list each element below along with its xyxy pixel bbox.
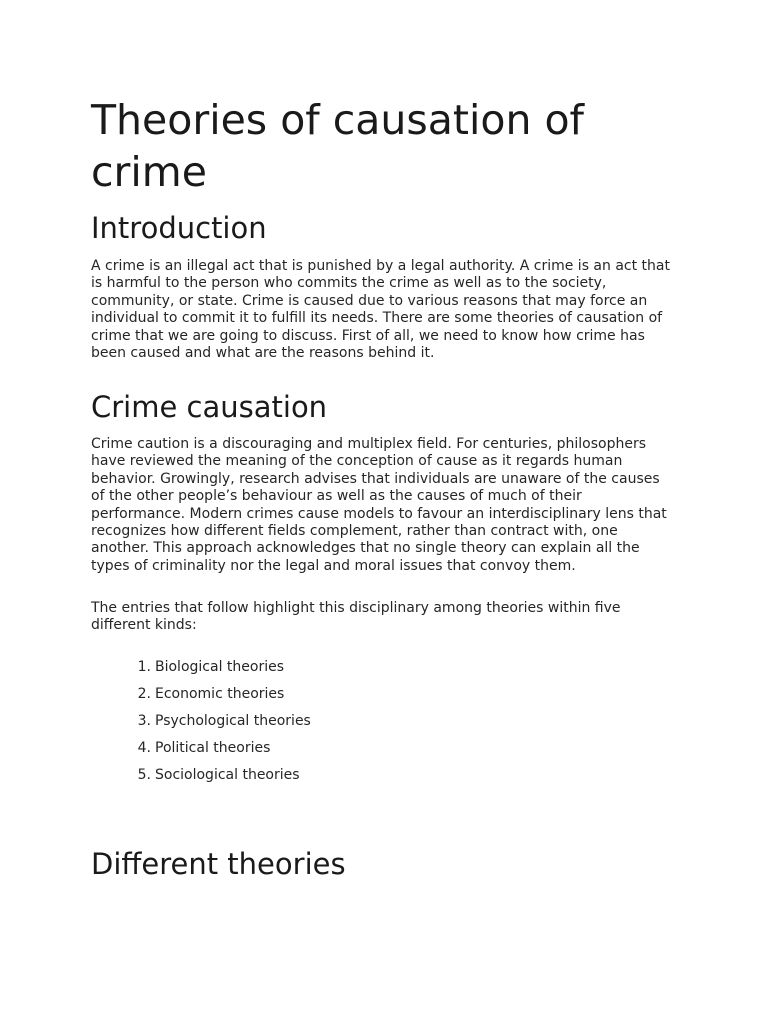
paragraph-entries-intro: The entries that follow highlight this disciplinary among theories within five different kinds: — [91, 600, 621, 634]
list-item-number: 4. — [137, 740, 151, 756]
list-item-number: 5. — [137, 767, 151, 783]
heading-different-theories: Different theories — [91, 847, 346, 881]
list-item-number: 1. — [137, 659, 151, 675]
paragraph-crime-causation: Crime caution is a discouraging and multiplex field. For centuries, philosophers have reviewed the meaning of the conception of cause as it regards human behavior. Growingly, research advises that individuals are unaware of the causes of the other people’s behaviour as well as the causes of much of their performance. Modern crimes cause models to favour an interdisciplinary lens that recognizes how different fields complement, rather than contract with, one another. This approach acknowledges that no single theory can explain all the types of criminality nor the legal and moral issues that convoy them. — [91, 436, 667, 574]
paragraph-introduction: A crime is an illegal act that is punished by a legal authority. A crime is an act that is harmful to the person who commits the crime as well as to the society, community, or state. Crime is caused due to various reasons that may force an individual to commit it to fulfill its needs. There are some theories of causation of crime that we are going to discuss. First of all, we need to know how crime has been caused and what are the reasons behind it. — [91, 258, 670, 362]
list-item-text: Economic theories — [155, 686, 285, 702]
list-item-text: Psychological theories — [155, 713, 311, 729]
list-item-text: Sociological theories — [155, 767, 300, 783]
list-item-number: 2. — [137, 686, 151, 702]
list-item-text: Political theories — [155, 740, 271, 756]
heading-introduction: Introduction — [91, 211, 267, 245]
heading-crime-causation: Crime causation — [91, 390, 328, 424]
document-title: Theories of causation of crime — [91, 96, 584, 196]
list-item-number: 3. — [137, 713, 151, 729]
list-item-text: Biological theories — [155, 659, 285, 675]
